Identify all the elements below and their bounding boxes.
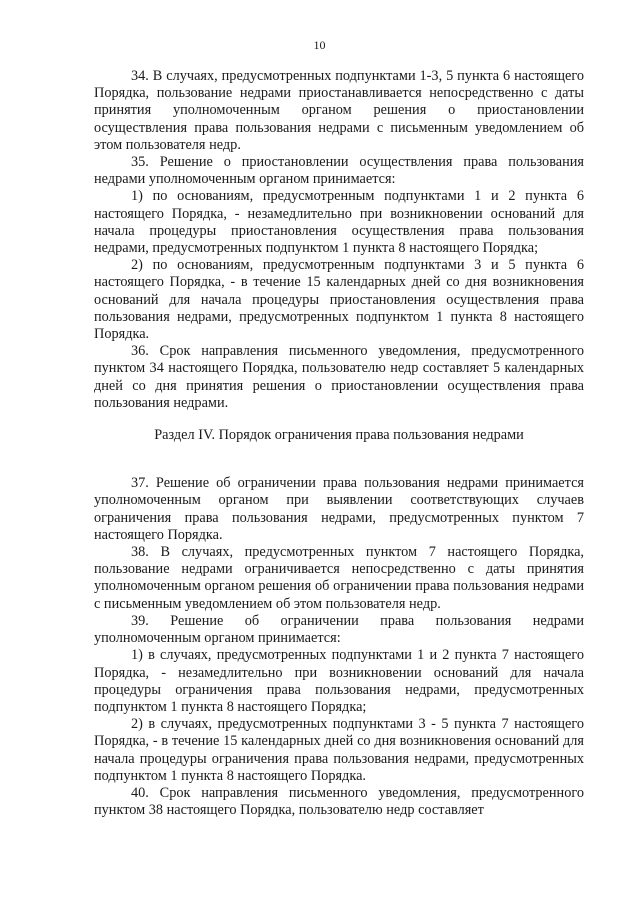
section-heading: Раздел IV. Порядок ограничения права пользования недрами xyxy=(154,427,524,444)
paragraph-39-item-2: 2) в случаях, предусмотренных подпунктами 3 - 5 пункта 7 настоящего Порядка, - в течение 15 календарных дней со дня возникновения оснований для начала процедуры ограничения права пользования недрами, предусмотренных подпунктом 1 пункта 8 настоящего Порядка. xyxy=(94,716,584,784)
document-body xyxy=(94,68,584,819)
page-number: 10 xyxy=(313,38,326,52)
paragraph-35-item-2: 2) по основаниям, предусмотренным подпунктами 3 и 5 пункта 6 настоящего Порядка, - в течение 15 календарных дней со дня возникновения оснований для начала процедуры приостановления осуществления права пользования недрами, предусмотренных подпунктом 1 пункта 8 настоящего Порядка. xyxy=(94,257,584,343)
paragraph-38: 38. В случаях, предусмотренных пунктом 7 настоящего Порядка, пользование недрами ограничивается непосредственно с даты принятия уполномоченным органом решения об ограничении права пользования недрами с письменным уведомлением об этом пользователя недр. xyxy=(94,544,584,612)
paragraph-37: 37. Решение об ограничении права пользования недрами принимается уполномоченным органом при выявлении соответствующих случаев ограничения права пользования недрами, предусмотренных пунктом 7 настоящего Порядка. xyxy=(94,475,584,543)
paragraph-35-item-1: 1) по основаниям, предусмотренным подпунктами 1 и 2 пункта 6 настоящего Порядка, - незамедлительно при возникновении оснований для начала процедуры приостановления осуществления права пользования недрами, предусмотренных подпунктом 1 пункта 8 настоящего Порядка; xyxy=(94,188,584,257)
paragraph-35: 35. Решение о приостановлении осуществления права пользования недрами уполномоченным органом принимается: xyxy=(94,154,584,188)
paragraph-39-item-1: 1) в случаях, предусмотренных подпунктами 1 и 2 пункта 7 настоящего Порядка, - незамедлительно при возникновении оснований для начала процедуры ограничения права пользования недрами, предусмотренных подпунктом 1 пункта 8 настоящего Порядка; xyxy=(94,647,584,715)
paragraph-39: 39. Решение об ограничении права пользования недрами уполномоченным органом принимается: xyxy=(94,612,584,647)
paragraph-34: 34. В случаях, предусмотренных подпунктами 1-3, 5 пункта 6 настоящего Порядка, пользование недрами приостанавливается непосредственно с даты принятия уполномоченным органом решения о приостановлении осуществления права пользования недрами с письменным уведомлением об этом пользователя недр. xyxy=(94,68,584,153)
paragraph-40: 40. Срок направления письменного уведомления, предусмотренного пунктом 38 настоящего Порядка, пользователю недр составляет xyxy=(94,784,584,819)
paragraph-36: 36. Срок направления письменного уведомления, предусмотренного пунктом 34 настоящего Порядка, пользователю недр составляет 5 календарных дней со дня принятия решения о приостановлении осуществления права пользования недрами. xyxy=(94,343,584,411)
